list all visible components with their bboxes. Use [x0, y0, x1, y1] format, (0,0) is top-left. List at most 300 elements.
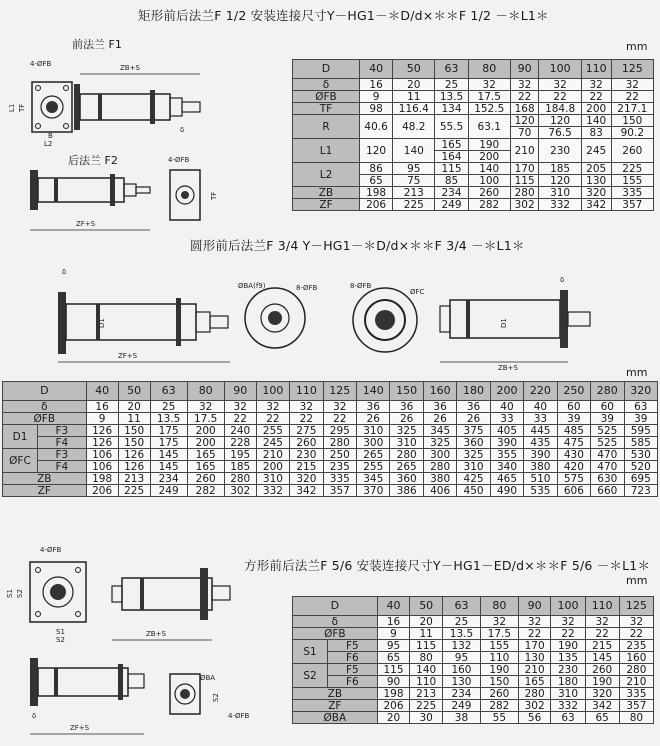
- table-cell: 80: [480, 597, 518, 616]
- svg-text:ZB+S: ZB+S: [120, 64, 140, 72]
- table-cell: 165: [187, 461, 224, 473]
- table-cell: 206: [377, 700, 410, 712]
- table-cell: 332: [539, 199, 581, 211]
- table-cell: 210: [619, 676, 653, 688]
- table-cell: 80: [468, 60, 510, 79]
- table-row: [3, 437, 658, 449]
- table-cell: 198: [86, 473, 118, 485]
- table-cell: 39: [557, 413, 590, 425]
- table-cell: 65: [585, 712, 619, 724]
- table-cell: 75: [393, 175, 435, 187]
- table-cell: 90: [518, 597, 551, 616]
- table-cell: 282: [480, 700, 518, 712]
- table-cell: 134: [435, 103, 468, 115]
- table-row: [3, 473, 658, 485]
- table-cell: 85: [435, 175, 468, 187]
- table-cell: 280: [390, 449, 423, 461]
- table-cell: 335: [619, 688, 653, 700]
- table-cell: 310: [357, 425, 390, 437]
- table-row: [293, 688, 654, 700]
- table-cell: 40: [86, 382, 118, 401]
- section2-drawing: [0, 262, 660, 372]
- table-cell: 17.5: [480, 628, 518, 640]
- table-cell: ZB: [293, 688, 378, 700]
- table-cell: 265: [390, 461, 423, 473]
- table-cell: 17.5: [187, 413, 224, 425]
- table-row: [293, 103, 654, 115]
- svg-text:4-ØFB: 4-ØFB: [168, 156, 190, 164]
- table-cell: 110: [581, 60, 611, 79]
- table-cell: 150: [118, 425, 150, 437]
- table-cell: 380: [524, 461, 557, 473]
- table-cell: 76.5: [539, 127, 581, 139]
- table-cell: 357: [323, 485, 356, 497]
- section1-title: 矩形前后法兰F 1/2 安装连接尺寸Y－HG1－＊D/d×＊＊F 1/2 －＊L1＊: [138, 8, 549, 23]
- table-cell: 22: [619, 628, 653, 640]
- table-cell: 115: [510, 175, 539, 187]
- table-cell: D: [3, 382, 87, 401]
- table-cell: 32: [290, 401, 323, 413]
- table-cell: 40: [490, 401, 523, 413]
- table-row: [293, 664, 654, 676]
- table-cell: 11: [393, 91, 435, 103]
- table-cell: 390: [524, 449, 557, 461]
- table-cell: 55.5: [435, 115, 468, 139]
- table-row: [3, 425, 658, 437]
- table-cell: 245: [256, 437, 289, 449]
- table-row: [293, 628, 654, 640]
- table-cell: 190: [585, 676, 619, 688]
- table-cell: 11: [410, 628, 443, 640]
- table-cell: 116.4: [393, 103, 435, 115]
- table-cell: 249: [150, 485, 187, 497]
- table-cell: 200: [581, 103, 611, 115]
- table-cell: 155: [611, 175, 653, 187]
- table-cell: 280: [323, 437, 356, 449]
- svg-text:8-ØFB: 8-ØFB: [350, 282, 372, 290]
- table-cell: 140: [581, 115, 611, 127]
- table-cell: 465: [490, 473, 523, 485]
- table-cell: 95: [443, 652, 481, 664]
- table-cell: 345: [423, 425, 456, 437]
- table-cell: ZF: [293, 700, 378, 712]
- table-cell: 95: [377, 640, 410, 652]
- table-cell: 535: [524, 485, 557, 497]
- table-cell: 260: [468, 187, 510, 199]
- table-cell: 90: [377, 676, 410, 688]
- table-cell: 26: [423, 413, 456, 425]
- section3-title: 方形前后法兰F 5/6 安装连接尺寸Y－HG1－ED/d×＊＊F 5/6 －＊L1＊: [244, 558, 651, 573]
- table-cell: 220: [524, 382, 557, 401]
- table-cell: 22: [611, 91, 653, 103]
- table-cell: 38: [443, 712, 481, 724]
- table-cell: 260: [187, 473, 224, 485]
- table-cell: 40: [377, 597, 410, 616]
- table-cell: 50: [410, 597, 443, 616]
- table-cell: 280: [423, 461, 456, 473]
- svg-text:TF: TF: [210, 191, 218, 200]
- unit-label-1: mm: [626, 40, 648, 53]
- table-cell: 22: [290, 413, 323, 425]
- table-cell: 325: [457, 449, 490, 461]
- table-cell: δ: [293, 79, 360, 91]
- table-cell: 100: [539, 60, 581, 79]
- table-cell: 32: [585, 616, 619, 628]
- svg-text:D1: D1: [500, 318, 508, 328]
- table-cell: 126: [86, 425, 118, 437]
- table-cell: 150: [611, 115, 653, 127]
- table-row: [293, 640, 654, 652]
- table-cell: 340: [490, 461, 523, 473]
- table-cell: 125: [323, 382, 356, 401]
- table-cell: 155: [480, 640, 518, 652]
- table-cell: 405: [490, 425, 523, 437]
- table-cell: 32: [611, 79, 653, 91]
- table-row: [293, 91, 654, 103]
- table-cell: 32: [256, 401, 289, 413]
- table-cell: 255: [256, 425, 289, 437]
- svg-text:ØBA: ØBA: [200, 674, 216, 682]
- table-cell: 33: [524, 413, 557, 425]
- table-cell: 260: [290, 437, 323, 449]
- table-cell: 217.1: [611, 103, 653, 115]
- table-cell: 26: [357, 413, 390, 425]
- table-cell: ZB: [3, 473, 87, 485]
- section2-title: 圆形前后法兰F 3/4 Y－HG1－＊D/d×＊＊F 3/4 －＊L1＊: [190, 238, 525, 253]
- table-cell: F5: [328, 664, 378, 676]
- table-cell: 260: [611, 139, 653, 163]
- table-cell: 660: [591, 485, 624, 497]
- table-cell: 230: [539, 139, 581, 163]
- svg-text:L1: L1: [8, 103, 16, 112]
- svg-text:4-ØFB: 4-ØFB: [40, 546, 62, 554]
- table-cell: 165: [518, 676, 551, 688]
- table-cell: 185: [224, 461, 256, 473]
- table-cell: 17.5: [468, 91, 510, 103]
- table-cell: 32: [551, 616, 585, 628]
- table-cell: 13.5: [150, 413, 187, 425]
- table-cell: 225: [118, 485, 150, 497]
- table-cell: 22: [551, 628, 585, 640]
- table-row: [293, 139, 654, 151]
- table-cell: F6: [328, 676, 378, 688]
- table-cell: 16: [86, 401, 118, 413]
- table-cell: 20: [393, 79, 435, 91]
- table-cell: 175: [150, 437, 187, 449]
- table-cell: 375: [457, 425, 490, 437]
- table-cell: 16: [377, 616, 410, 628]
- table-cell: 170: [518, 640, 551, 652]
- table-cell: 213: [410, 688, 443, 700]
- table-cell: 335: [323, 473, 356, 485]
- table-cell: 225: [410, 700, 443, 712]
- table-cell: 165: [187, 449, 224, 461]
- svg-text:δ: δ: [62, 268, 67, 276]
- table-cell: 26: [457, 413, 490, 425]
- table-cell: 200: [490, 382, 523, 401]
- table-row: [293, 199, 654, 211]
- table-cell: 342: [290, 485, 323, 497]
- table-cell: 152.5: [468, 103, 510, 115]
- table-cell: 230: [551, 664, 585, 676]
- table-cell: 310: [390, 437, 423, 449]
- table-cell: 55: [480, 712, 518, 724]
- svg-text:ZB+S: ZB+S: [498, 364, 518, 372]
- table-cell: 63: [624, 401, 657, 413]
- table-cell: 475: [557, 437, 590, 449]
- table-cell: 100: [468, 175, 510, 187]
- table-cell: 11: [118, 413, 150, 425]
- table-cell: 184.8: [539, 103, 581, 115]
- table-cell: ZF: [293, 199, 360, 211]
- table-cell: 595: [624, 425, 657, 437]
- table-cell: 140: [410, 664, 443, 676]
- table-cell: 40.6: [360, 115, 393, 139]
- svg-text:S2: S2: [212, 693, 220, 702]
- section1-drawing: [0, 50, 270, 240]
- table-cell: 39: [591, 413, 624, 425]
- table-cell: 26: [390, 413, 423, 425]
- table-cell: 470: [591, 461, 624, 473]
- table-cell: 16: [360, 79, 393, 91]
- table-cell: 335: [611, 187, 653, 199]
- table-cell: 120: [360, 139, 393, 163]
- table-cell: 63: [443, 597, 481, 616]
- table-cell: 234: [150, 473, 187, 485]
- svg-text:ZB+S: ZB+S: [146, 630, 166, 638]
- front-flange-label: 前法兰 F1: [72, 38, 122, 51]
- svg-text:D1: D1: [98, 318, 106, 328]
- unit-label-2: mm: [626, 366, 648, 379]
- table-cell: 60: [591, 401, 624, 413]
- table-cell: 280: [224, 473, 256, 485]
- table-cell: 275: [290, 425, 323, 437]
- table-cell: 160: [423, 382, 456, 401]
- table-cell: 320: [585, 688, 619, 700]
- table-cell: 249: [443, 700, 481, 712]
- table-cell: 215: [585, 640, 619, 652]
- table-cell: 520: [624, 461, 657, 473]
- table-cell: 50: [393, 60, 435, 79]
- table-cell: 695: [624, 473, 657, 485]
- table-cell: 245: [581, 139, 611, 163]
- table-cell: 126: [118, 449, 150, 461]
- table-cell: L2: [293, 163, 360, 187]
- table-cell: 280: [518, 688, 551, 700]
- table-cell: ØBA: [293, 712, 378, 724]
- section3-table: [292, 596, 654, 724]
- table-cell: 260: [585, 664, 619, 676]
- table-cell: 210: [256, 449, 289, 461]
- table-cell: 160: [443, 664, 481, 676]
- table-cell: 33: [490, 413, 523, 425]
- table-row: [293, 712, 654, 724]
- svg-text:S2: S2: [16, 589, 24, 598]
- table-cell: 100: [551, 597, 585, 616]
- table-cell: 56: [518, 712, 551, 724]
- table-cell: 230: [290, 449, 323, 461]
- table-cell: 126: [86, 437, 118, 449]
- table-cell: 90.2: [611, 127, 653, 139]
- table-row: [3, 461, 658, 473]
- table-cell: 180: [551, 676, 585, 688]
- svg-text:S1: S1: [56, 628, 65, 636]
- table-cell: ØFB: [3, 413, 87, 425]
- table-cell: 234: [435, 187, 468, 199]
- table-cell: 13.5: [443, 628, 481, 640]
- table-cell: 190: [468, 139, 510, 151]
- table-cell: 370: [357, 485, 390, 497]
- table-cell: F4: [38, 437, 87, 449]
- table-cell: 36: [457, 401, 490, 413]
- table-cell: 198: [377, 688, 410, 700]
- table-cell: 115: [377, 664, 410, 676]
- table-cell: 86: [360, 163, 393, 175]
- table-cell: 302: [518, 700, 551, 712]
- table-cell: 225: [611, 163, 653, 175]
- table-cell: 60: [557, 401, 590, 413]
- unit-label-3: mm: [626, 574, 648, 587]
- table-cell: 140: [357, 382, 390, 401]
- table-cell: 198: [360, 187, 393, 199]
- rear-flange-label: 后法兰 F2: [68, 154, 118, 167]
- table-cell: 130: [443, 676, 481, 688]
- table-cell: 36: [390, 401, 423, 413]
- table-row: [3, 401, 658, 413]
- table-cell: 140: [393, 139, 435, 163]
- table-cell: 357: [611, 199, 653, 211]
- table-cell: 630: [591, 473, 624, 485]
- table-row: [293, 115, 654, 127]
- table-cell: 200: [187, 437, 224, 449]
- table-cell: 200: [187, 425, 224, 437]
- table-cell: 255: [357, 461, 390, 473]
- table-cell: 320: [581, 187, 611, 199]
- table-cell: 20: [377, 712, 410, 724]
- table-cell: R: [293, 115, 360, 139]
- svg-text:ZF+S: ZF+S: [76, 220, 96, 228]
- table-cell: 386: [390, 485, 423, 497]
- svg-text:4-ØFB: 4-ØFB: [30, 60, 52, 68]
- table-cell: 32: [224, 401, 256, 413]
- table-cell: 90: [510, 60, 539, 79]
- table-cell: 280: [619, 664, 653, 676]
- table-row: [3, 413, 658, 425]
- table-cell: 310: [256, 473, 289, 485]
- table-cell: 63: [150, 382, 187, 401]
- header-cell: D: [293, 60, 360, 79]
- table-cell: 430: [557, 449, 590, 461]
- table-cell: 132: [443, 640, 481, 652]
- table-cell: 145: [585, 652, 619, 664]
- table-cell: F4: [38, 461, 87, 473]
- table-cell: 22: [323, 413, 356, 425]
- table-cell: 126: [118, 461, 150, 473]
- table-cell: 260: [480, 688, 518, 700]
- table-cell: 22: [518, 628, 551, 640]
- table-cell: 40: [360, 60, 393, 79]
- table-cell: 470: [591, 449, 624, 461]
- table-cell: 206: [360, 199, 393, 211]
- svg-text:L2: L2: [44, 140, 53, 148]
- table-cell: 302: [224, 485, 256, 497]
- table-cell: 115: [435, 163, 468, 175]
- table-cell: 25: [435, 79, 468, 91]
- table-cell: 40: [524, 401, 557, 413]
- table-cell: 32: [539, 79, 581, 91]
- svg-text:B: B: [48, 132, 53, 140]
- table-cell: 435: [524, 437, 557, 449]
- table-cell: 210: [510, 139, 539, 163]
- table-cell: 213: [393, 187, 435, 199]
- table-cell: 390: [490, 437, 523, 449]
- table-cell: 22: [585, 628, 619, 640]
- table-cell: 295: [323, 425, 356, 437]
- table-cell: δ: [3, 401, 87, 413]
- table-cell: ØFC: [3, 449, 38, 473]
- table-cell: 357: [619, 700, 653, 712]
- table-cell: 65: [360, 175, 393, 187]
- table-cell: 63: [551, 712, 585, 724]
- table-cell: 345: [357, 473, 390, 485]
- table-cell: S2: [293, 664, 328, 688]
- svg-text:δ: δ: [32, 712, 37, 720]
- table-row: [293, 163, 654, 175]
- table-cell: 36: [423, 401, 456, 413]
- table-cell: 325: [390, 425, 423, 437]
- table-cell: 115: [410, 640, 443, 652]
- table-cell: 360: [390, 473, 423, 485]
- table-cell: 310: [551, 688, 585, 700]
- table-cell: 110: [290, 382, 323, 401]
- table-cell: 164: [435, 151, 468, 163]
- table-cell: 606: [557, 485, 590, 497]
- table-cell: 25: [443, 616, 481, 628]
- table-cell: 32: [480, 616, 518, 628]
- table-cell: 280: [510, 187, 539, 199]
- table-cell: 195: [224, 449, 256, 461]
- table-row: [293, 700, 654, 712]
- table-row: [3, 449, 658, 461]
- table-cell: 39: [624, 413, 657, 425]
- table-cell: 150: [390, 382, 423, 401]
- table-cell: 210: [518, 664, 551, 676]
- table-cell: 130: [518, 652, 551, 664]
- table-cell: 9: [86, 413, 118, 425]
- table-cell: 125: [611, 60, 653, 79]
- table-cell: F5: [328, 640, 378, 652]
- table-cell: TF: [293, 103, 360, 115]
- table-cell: 235: [619, 640, 653, 652]
- table-cell: 325: [423, 437, 456, 449]
- table-cell: 445: [524, 425, 557, 437]
- table-cell: 380: [423, 473, 456, 485]
- table-cell: 190: [480, 664, 518, 676]
- table-cell: 406: [423, 485, 456, 497]
- table-cell: 32: [518, 616, 551, 628]
- table-cell: 135: [551, 652, 585, 664]
- table-cell: 32: [323, 401, 356, 413]
- table-cell: 332: [551, 700, 585, 712]
- table-cell: 280: [591, 382, 624, 401]
- table-cell: 32: [510, 79, 539, 91]
- table-cell: D: [293, 597, 378, 616]
- table-cell: 485: [557, 425, 590, 437]
- section3-drawing: [0, 540, 290, 740]
- table-cell: 585: [624, 437, 657, 449]
- table-cell: 168: [510, 103, 539, 115]
- table-cell: F3: [38, 449, 87, 461]
